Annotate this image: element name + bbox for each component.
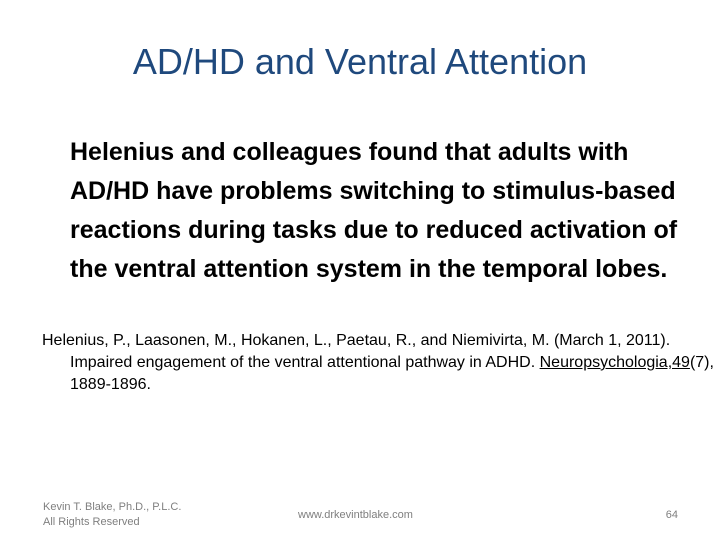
footer-website: www.drkevintblake.com	[298, 509, 413, 521]
slide-title: AD/HD and Ventral Attention	[132, 41, 588, 82]
footer-author	[43, 500, 243, 530]
citation-text: Helenius, P., Laasonen, M., Hokanen, L., Paetau, R., and Niemivirta, M. (March 1, 2011). Impaired engagement of the ventral attentional pathway in ADHD.	[42, 332, 671, 371]
slide-body-text: Helenius and colleagues found that adults with AD/HD have problems switching to stimulus-based reactions during tasks due to reduced activation of the ventral attention system in the temporal lobes.	[70, 138, 678, 283]
citation-pages: (7), 1889-1896.	[70, 354, 714, 393]
footer-page-number: 64	[665, 509, 678, 521]
citation	[42, 330, 720, 396]
footer-author-name: Kevin T. Blake, Ph.D., P.L.C.	[43, 501, 182, 513]
citation-journal: Neuropsychologia,49	[539, 354, 690, 371]
footer-rights: All Rights Reserved	[43, 516, 140, 528]
